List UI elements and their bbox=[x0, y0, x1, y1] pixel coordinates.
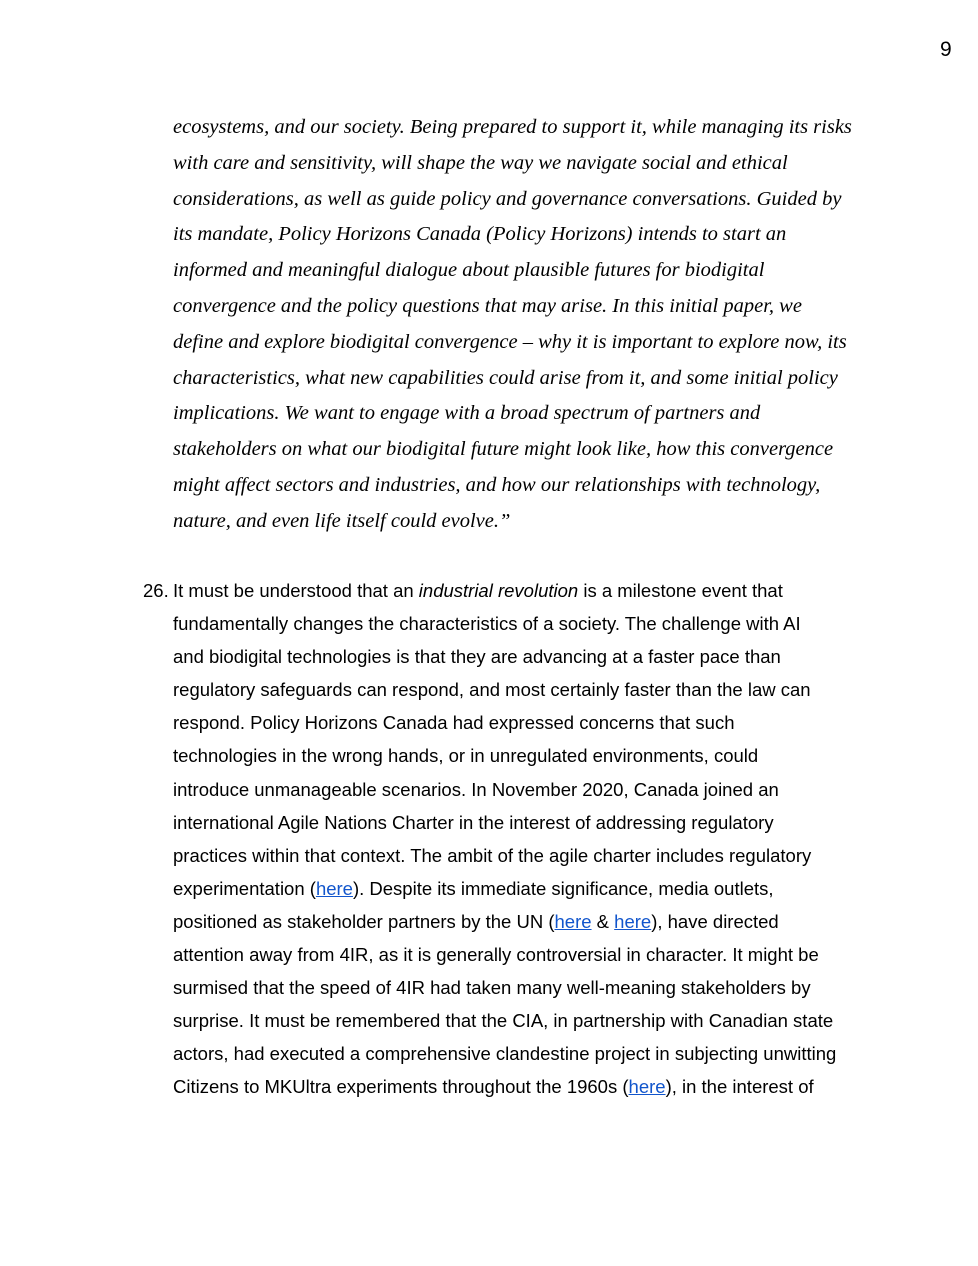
paragraph-line: and biodigital technologies is that they are advancing at a faster pace than bbox=[173, 646, 781, 668]
here-link-mkultra[interactable]: here bbox=[628, 1076, 666, 1098]
paragraph-line: actors, had executed a comprehensive clandestine project in subjecting unwitting bbox=[173, 1043, 837, 1065]
paragraph-line: technologies in the wrong hands, or in unregulated environments, could bbox=[173, 745, 759, 767]
text-run: ), in the interest of bbox=[665, 1076, 814, 1098]
quote-line: with care and sensitivity, will shape the way we navigate social and ethical bbox=[173, 151, 788, 174]
quote-line: convergence and the policy questions that may arise. In this initial paper, we bbox=[173, 294, 802, 317]
paragraph-line: introduce unmanageable scenarios. In November 2020, Canada joined an bbox=[173, 778, 779, 800]
paragraph-line bbox=[173, 1070, 873, 1103]
quote-line: its mandate, Policy Horizons Canada (Policy Horizons) intends to start an bbox=[173, 223, 787, 246]
paragraph-line: practices within that context. The ambit of the agile charter includes regulatory bbox=[173, 844, 812, 866]
text-run: is a milestone event that bbox=[578, 580, 783, 601]
quote-line: implications. We want to engage with a broad spectrum of partners and bbox=[173, 402, 761, 425]
quote-line: define and explore biodigital convergence – why it is important to explore now, its bbox=[173, 330, 847, 353]
paragraph-line: attention away from 4IR, as it is generally controversial in character. It might be bbox=[173, 944, 819, 966]
paragraph-line: fundamentally changes the characteristics of a society. The challenge with AI bbox=[173, 613, 801, 635]
paragraph-line bbox=[173, 905, 873, 938]
text-run: Citizens to MKUltra experiments throughout the 1960s ( bbox=[173, 1076, 629, 1098]
paragraph-line: surprise. It must be remembered that the CIA, in partnership with Canadian state bbox=[173, 1010, 834, 1032]
quote-line: informed and meaningful dialogue about plausible futures for biodigital bbox=[173, 259, 765, 282]
quote-line: ecosystems, and our society. Being prepared to support it, while managing its risks bbox=[173, 116, 852, 138]
text-run: & bbox=[591, 910, 615, 932]
here-link-un-partner-1[interactable]: here bbox=[554, 910, 592, 932]
paragraph-number: 26. bbox=[143, 580, 169, 601]
text-run: experimentation ( bbox=[173, 877, 316, 899]
quote-line: stakeholders on what our biodigital future might look like, how this convergence bbox=[173, 438, 834, 461]
text-run: positioned as stakeholder partners by the UN ( bbox=[173, 910, 555, 932]
paragraph-line: international Agile Nations Charter in the interest of addressing regulatory bbox=[173, 811, 774, 833]
paragraph-line: regulatory safeguards can respond, and most certainly faster than the law can bbox=[173, 679, 811, 701]
quote-line: characteristics, what new capabilities could arise from it, and some initial policy bbox=[173, 366, 838, 389]
text-run: It must be understood that an bbox=[173, 580, 419, 601]
quote-line: considerations, as well as guide policy and governance conversations. Guided by bbox=[173, 187, 842, 210]
block-quote bbox=[173, 110, 873, 540]
quote-line: nature, and even life itself could evolve.” bbox=[173, 509, 511, 532]
here-link-un-partner-2[interactable]: here bbox=[614, 910, 652, 932]
paragraph-26 bbox=[173, 574, 873, 1104]
paragraph-line bbox=[173, 872, 873, 905]
text-run: ). Despite its immediate significance, media outlets, bbox=[352, 877, 774, 899]
quote-line: might affect sectors and industries, and how our relationships with technology, bbox=[173, 473, 821, 496]
page-number: 9 bbox=[940, 38, 952, 61]
emphasis-text: industrial revolution bbox=[418, 580, 579, 601]
text-run: ), have directed bbox=[651, 910, 779, 932]
paragraph-line bbox=[173, 574, 873, 607]
paragraph-line: respond. Policy Horizons Canada had expressed concerns that such bbox=[173, 712, 735, 734]
paragraph-line: surmised that the speed of 4IR had taken many well-meaning stakeholders by bbox=[173, 977, 811, 999]
here-link-agile-charter[interactable]: here bbox=[315, 877, 353, 899]
